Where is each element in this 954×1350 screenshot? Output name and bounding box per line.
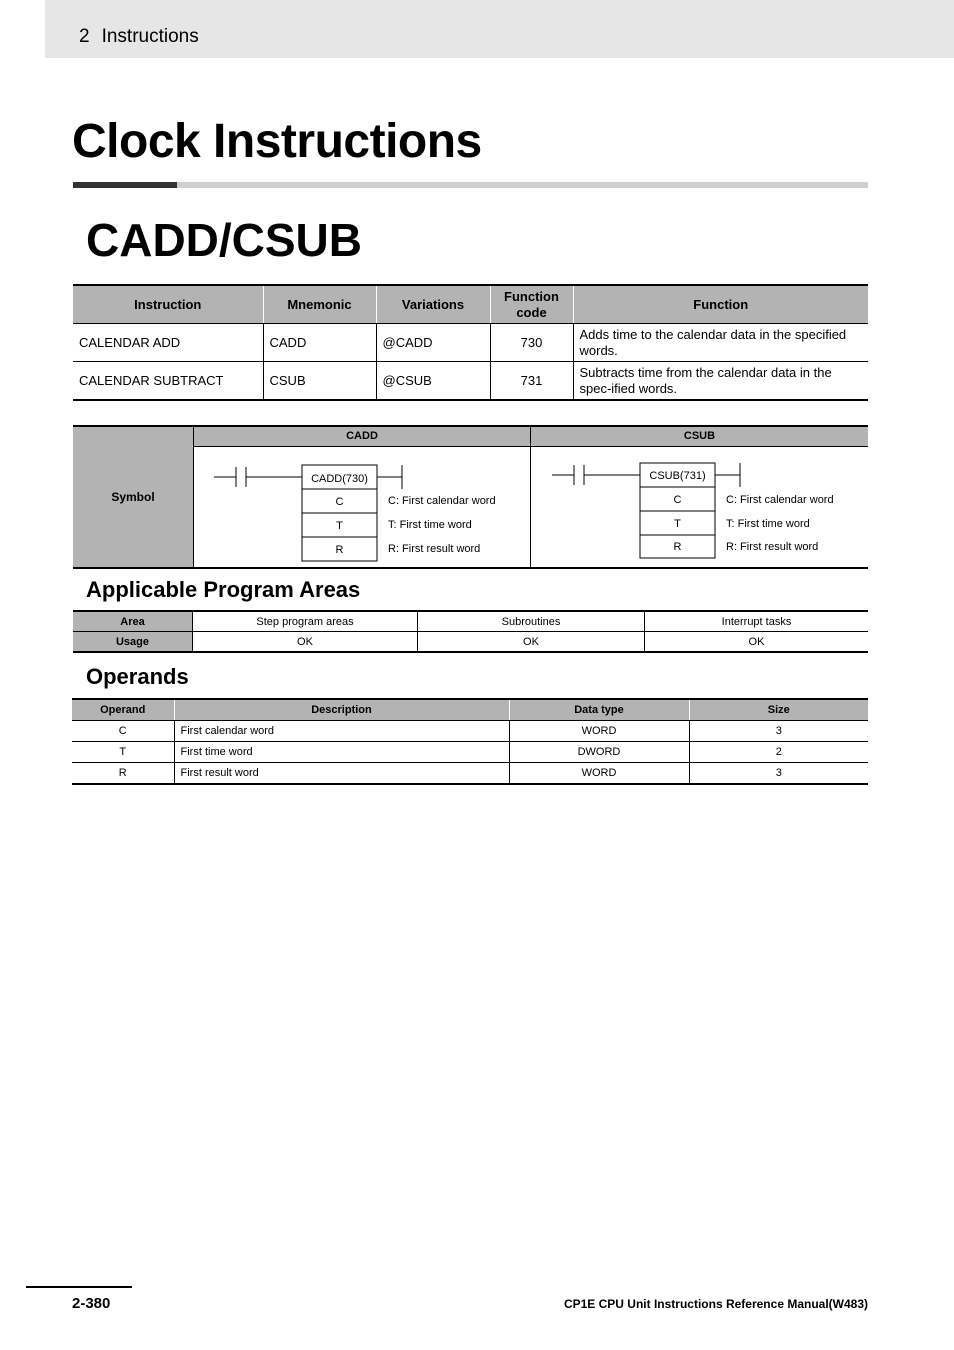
operand-label: R <box>673 541 682 553</box>
col-header: Variations <box>376 285 490 324</box>
chapter-header <box>79 26 199 48</box>
csub-symbol-column <box>530 425 868 567</box>
table-row <box>72 721 868 742</box>
instruction-cell: CALENDAR ADD <box>73 324 263 362</box>
variations-cell: @CSUB <box>376 362 490 401</box>
operand-label: R <box>335 544 344 556</box>
usage-cell: OK <box>193 632 418 653</box>
function-cell: Adds time to the calendar data in the specified words. <box>573 324 868 362</box>
mnemonic-cell: CADD <box>263 324 376 362</box>
table-header-row <box>72 699 868 721</box>
data-type-cell: DWORD <box>509 742 689 763</box>
col-header: Function <box>573 285 868 324</box>
cadd-ladder-symbol <box>194 447 530 567</box>
row-header: Usage <box>73 632 193 653</box>
applicable-areas-title: Applicable Program Areas <box>86 577 361 602</box>
symbol-table <box>73 425 868 569</box>
function-code-cell: 730 <box>490 324 573 362</box>
operand-label: T <box>336 520 343 532</box>
cadd-symbol-header: CADD <box>194 427 530 447</box>
size-cell: 3 <box>689 763 868 785</box>
title-rule-accent <box>73 182 177 188</box>
operand-description: T: First time word <box>726 518 810 530</box>
operand-cell: T <box>72 742 174 763</box>
area-cell: Interrupt tasks <box>645 611 869 632</box>
data-type-cell: WORD <box>509 763 689 785</box>
operands-table <box>72 698 868 785</box>
operands-title: Operands <box>86 664 189 689</box>
operand-description: C: First calendar word <box>388 495 496 507</box>
col-header: Instruction <box>73 285 263 324</box>
instruction-box-title: CADD(730) <box>311 473 368 485</box>
col-header: Description <box>174 699 509 721</box>
manual-title: CP1E CPU Unit Instructions Reference Manual(W483) <box>563 1297 868 1311</box>
description-cell: First time word <box>174 742 509 763</box>
col-header: Size <box>689 699 868 721</box>
mnemonic-cell: CSUB <box>263 362 376 401</box>
operand-label: T <box>674 518 681 530</box>
table-row <box>72 742 868 763</box>
operand-description: R: First result word <box>388 543 481 555</box>
table-row <box>73 362 868 401</box>
usage-cell: OK <box>645 632 869 653</box>
chapter-number: 2 <box>79 26 90 47</box>
csub-symbol-header: CSUB <box>531 427 868 447</box>
col-header: Mnemonic <box>263 285 376 324</box>
table-header-row <box>73 285 868 324</box>
variations-cell: @CADD <box>376 324 490 362</box>
description-cell: First calendar word <box>174 721 509 742</box>
function-code-cell: 731 <box>490 362 573 401</box>
page-number: 2-380 <box>72 1295 111 1312</box>
operand-description: C: First calendar word <box>726 494 834 506</box>
operand-cell: R <box>72 763 174 785</box>
col-header: Data type <box>509 699 689 721</box>
cadd-symbol-column <box>193 425 530 567</box>
size-cell: 2 <box>689 742 868 763</box>
instruction-table <box>73 284 868 401</box>
operand-description: T: First time word <box>388 519 472 531</box>
area-cell: Subroutines <box>418 611 645 632</box>
operand-cell: C <box>72 721 174 742</box>
operand-description: R: First result word <box>726 541 819 553</box>
csub-ladder-symbol <box>531 447 868 567</box>
program-areas-table <box>73 610 868 653</box>
symbol-label: Symbol <box>73 425 193 567</box>
table-row <box>72 763 868 785</box>
title-rule <box>177 182 868 188</box>
usage-cell: OK <box>418 632 645 653</box>
table-row <box>73 632 868 653</box>
function-cell: Subtracts time from the calendar data in the spec-ified words. <box>573 362 868 401</box>
area-cell: Step program areas <box>193 611 418 632</box>
chapter-title: Instructions <box>101 26 199 47</box>
footer-rule <box>26 1286 132 1288</box>
instruction-cell: CALENDAR SUBTRACT <box>73 362 263 401</box>
col-header: Operand <box>72 699 174 721</box>
table-row <box>73 611 868 632</box>
size-cell: 3 <box>689 721 868 742</box>
section-title: CADD/CSUB <box>86 214 362 266</box>
operand-label: C <box>673 494 682 506</box>
instruction-box-title: CSUB(731) <box>649 470 706 482</box>
row-header: Area <box>73 611 193 632</box>
table-row <box>73 324 868 362</box>
page-title: Clock Instructions <box>72 115 482 168</box>
operand-label: C <box>335 496 344 508</box>
col-header: Function code <box>490 285 573 324</box>
data-type-cell: WORD <box>509 721 689 742</box>
description-cell: First result word <box>174 763 509 785</box>
